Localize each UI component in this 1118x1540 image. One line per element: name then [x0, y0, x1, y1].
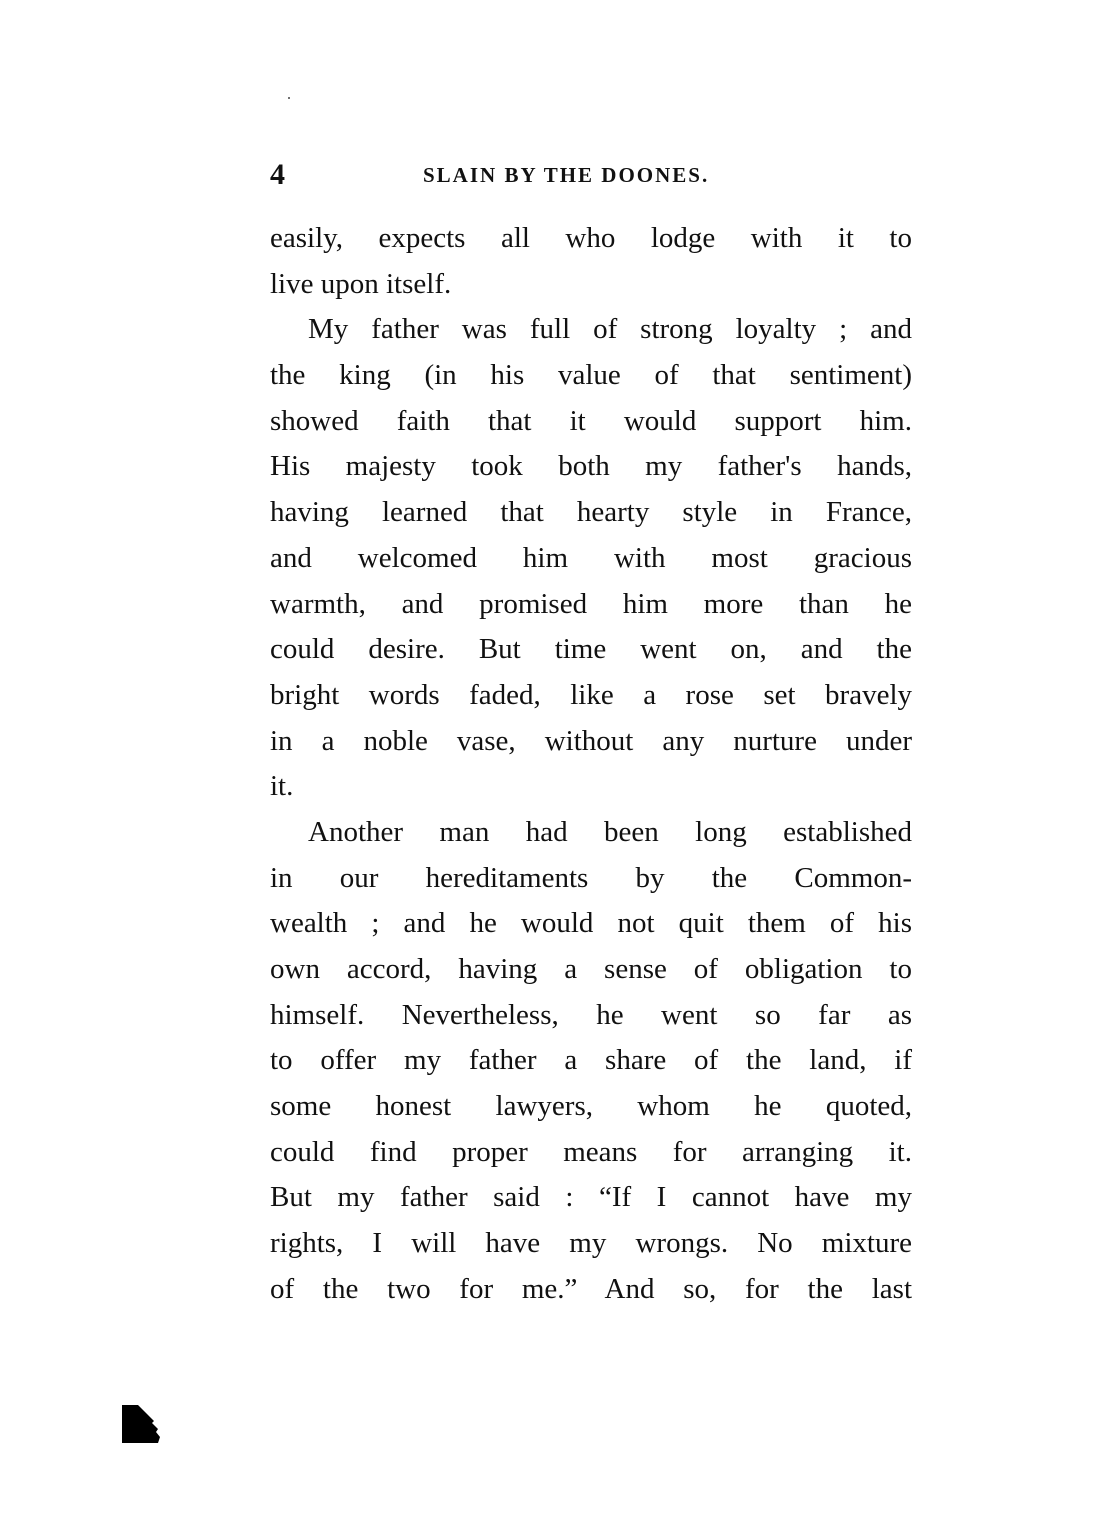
- text-line: himself. Nevertheless, he went so far as: [270, 998, 912, 1031]
- text-line: in a noble vase, without any nurture under: [270, 724, 912, 757]
- text-line: Another man had been long established: [308, 815, 912, 848]
- body-text: [270, 216, 912, 1313]
- text-line: having learned that hearty style in France,: [270, 496, 912, 529]
- stray-ink-dot: [288, 97, 290, 99]
- text-line: live upon itself.: [270, 267, 452, 300]
- text-line: wealth ; and he would not quit them of his: [270, 907, 912, 940]
- text-line: My father was full of strong loyalty ; and: [308, 313, 912, 346]
- text-line: to offer my father a share of the land, if: [270, 1044, 912, 1077]
- text-line: His majesty took both my father's hands,: [270, 450, 912, 483]
- page-number: 4: [270, 158, 285, 191]
- running-head: [270, 158, 912, 192]
- text-line: could desire. But time went on, and the: [270, 633, 912, 666]
- text-line: and welcomed him with most gracious: [270, 541, 912, 574]
- corner-mark-icon: [122, 1405, 162, 1443]
- text-line: some honest lawyers, whom he quoted,: [270, 1090, 912, 1123]
- text-line: own accord, having a sense of obligation to: [270, 953, 912, 985]
- text-line: easily, expects all who lodge with it to: [270, 222, 912, 254]
- text-line: of the two for me.” And so, for the last: [270, 1272, 912, 1305]
- text-line: rights, I will have my wrongs. No mixture: [270, 1227, 912, 1260]
- text-line: in our hereditaments by the Common-: [270, 861, 912, 894]
- text-line: showed faith that it would support him.: [270, 404, 912, 437]
- text-line: the king (in his value of that sentiment): [270, 359, 912, 392]
- text-line: it.: [270, 770, 294, 803]
- text-line: bright words faded, like a rose set bravely: [270, 678, 912, 711]
- running-title: SLAIN BY THE DOONES.: [423, 163, 710, 187]
- text-line: could find proper means for arranging it.: [270, 1135, 912, 1168]
- text-line: But my father said : “If I cannot have my: [270, 1181, 912, 1214]
- text-line: warmth, and promised him more than he: [270, 587, 912, 620]
